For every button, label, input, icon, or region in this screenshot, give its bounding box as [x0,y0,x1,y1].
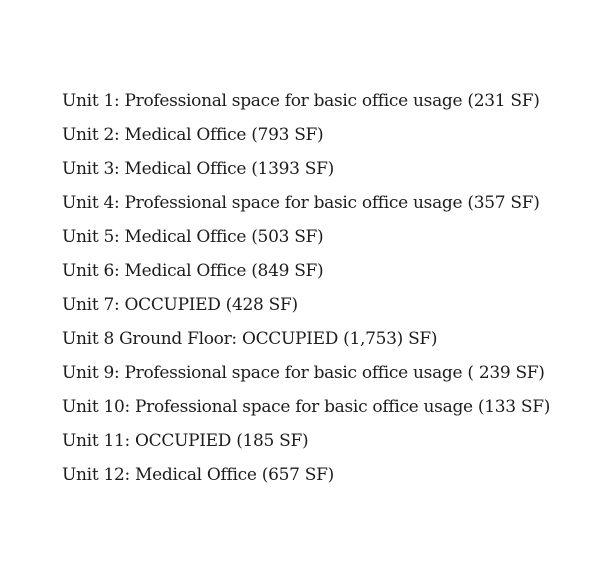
unit-4-line: Unit 4: Professional space for basic office usage (357 SF) [62,193,540,213]
unit-11-line: Unit 11: OCCUPIED (185 SF) [62,431,309,451]
unit-list [62,84,550,492]
unit-2-line: Unit 2: Medical Office (793 SF) [62,125,324,145]
unit-5-line: Unit 5: Medical Office (503 SF) [62,227,324,247]
unit-1-line: Unit 1: Professional space for basic office usage (231 SF) [62,91,540,111]
unit-9-line: Unit 9: Professional space for basic office usage ( 239 SF) [62,363,545,383]
unit-7-line: Unit 7: OCCUPIED (428 SF) [62,295,298,315]
unit-10-line: Unit 10: Professional space for basic office usage (133 SF) [62,397,551,417]
unit-8-line: Unit 8 Ground Floor: OCCUPIED (1,753) SF) [62,329,438,349]
unit-6-line: Unit 6: Medical Office (849 SF) [62,261,324,281]
unit-12-line: Unit 12: Medical Office (657 SF) [62,465,334,485]
unit-3-line: Unit 3: Medical Office (1393 SF) [62,159,334,179]
